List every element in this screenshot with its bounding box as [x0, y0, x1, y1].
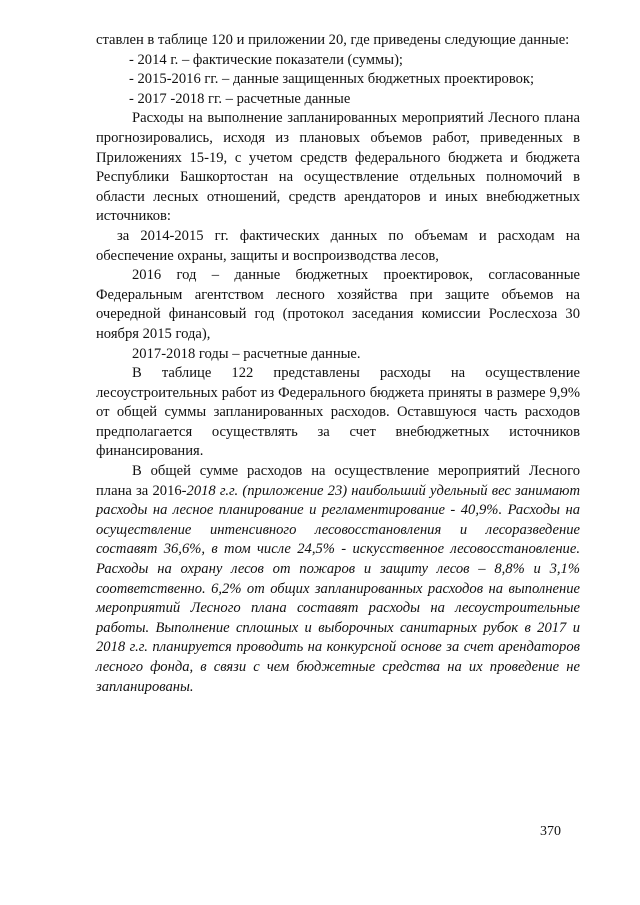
paragraph-normal-part: В общей сумме расходов на осуществление мероприятий Лесного плана за 2016- — [96, 463, 580, 499]
paragraph-2016: 2016 год – данные бюджетных проектировок, согласованные Федеральным агентством лесного хозяйства при защите объемов на очередной финансовый год (протокол заседания комиссии Рослесхоза 30 ноября 2015 года), — [96, 267, 580, 342]
page-number: 370 — [540, 824, 561, 839]
paragraph-2017-2018: 2017-2018 годы – расчетные данные. — [132, 345, 361, 362]
body-text — [96, 31, 580, 697]
list-item: - 2014 г. – фактические показатели (суммы); — [129, 51, 403, 68]
paragraph-2014-2015: за 2014-2015 гг. фактических данных по объемам и расходам на обеспечение охраны, защиты и воспроизводства лесов, — [96, 227, 580, 264]
list-item: - 2017 -2018 гг. – расчетные данные — [129, 90, 351, 107]
list-item: - 2015-2016 гг. – данные защищенных бюджетных проектировок; — [129, 71, 535, 88]
paragraph-expenses-forecast: Расходы на выполнение запланированных мероприятий Лесного плана прогнозировались, исходя из плановых объемов работ, приведенных в Приложениях 15-19, с учетом средств федерального бюджета и бюджета Республики Башкортостан на осуществление отдельных полномочий в области лесных отношений, средств арендаторов и иных внебюджетных источников: — [96, 110, 580, 225]
paragraph-italic-part: 2018 г.г. (приложение 23) наибольший удельный вес занимают расходы на лесное планирование и регламентирование - 40,9%. Расходы на осуществление интенсивного лесовосстановления и лесоразведение составят 36,6%, в том числе 24,5% - искусственное лесовосстановление. Расходы на охрану лесов от пожаров и защиту лесов – 8,8% и 3,1% соответственно. 6,2% от общих запланированных расходов на выполнение мероприятий Лесного плана составят расходы на лесоустроительные работы. Выполнение сплошных и выборочных санитарных рубок в 2017 и 2018 г.г. планируется проводить на конкурсной основе за счет арендаторов лесного фонда, в связи с чем бюджетные средства на их проведение не запланированы. — [96, 482, 580, 695]
paragraph-table-122: В таблице 122 представлены расходы на осуществление лесоустроительных работ из Федерального бюджета приняты в размере 9,9% от общей суммы запланированных расходов. Оставшуюся часть расходов предполагается осуществлять за счет внебюджетных источников финансирования. — [96, 365, 580, 460]
paragraph-continuation: ставлен в таблице 120 и приложении 20, где приведены следующие данные: — [96, 32, 570, 48]
paragraph-expense-structure — [96, 462, 580, 697]
